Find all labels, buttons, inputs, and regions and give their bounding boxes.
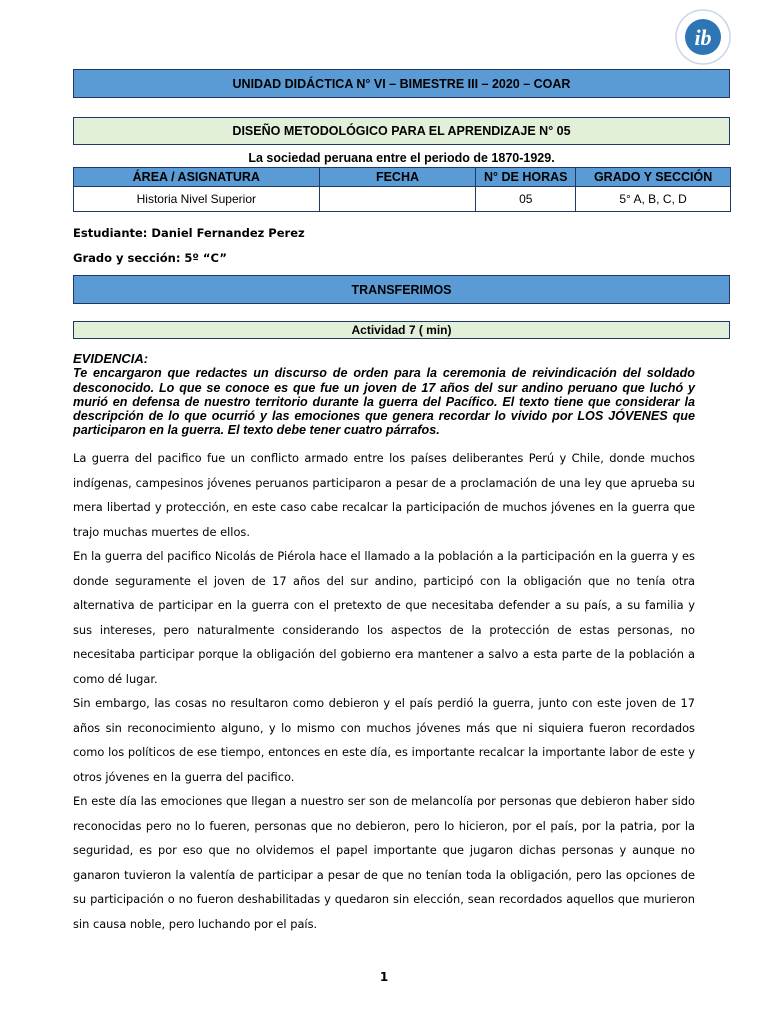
header-hours: N° DE HORAS: [476, 168, 576, 187]
info-table: [73, 167, 731, 212]
info-table-header-row: [74, 168, 731, 187]
evidence-label: EVIDENCIA:: [73, 351, 149, 366]
ib-logo-text: ib: [694, 25, 712, 50]
lesson-subtitle: La sociedad peruana entre el periodo de 1870-1929.: [248, 151, 555, 165]
essay-body: [73, 446, 695, 936]
cell-grade: 5° A, B, C, D: [576, 187, 731, 212]
header-date: FECHA: [319, 168, 476, 187]
header-area: ÁREA / ASIGNATURA: [74, 168, 320, 187]
cell-date: [319, 187, 476, 212]
design-title: DISEÑO METODOLÓGICO PARA EL APRENDIZAJE N° 05: [232, 124, 571, 138]
unit-title: UNIDAD DIDÁCTICA N° VI – BIMESTRE III – 2020 – COAR: [232, 76, 571, 91]
ib-logo-icon: [674, 8, 732, 66]
section-title-bar: [73, 275, 730, 304]
essay-paragraph: En este día las emociones que llegan a nuestro ser son de melancolía por personas que debieron haber sido reconocidas pero no lo fueren, personas que no debieron, pero lo hicieron, por el país, por la patria, por la seguridad, es por eso que no olvidemos el papel importante que jugaron dichas personas y aunque no ganaron tuvieron la valentía de participar a pesar de que no tenían toda la obligación, pero las opciones de su participación o no fueron deshabilitadas y quedaron sin elección, sean recordados aquellos que murieron sin causa noble, pero luchando por el país.: [73, 794, 695, 931]
design-title-bar: [73, 117, 730, 145]
evidence-block: [73, 352, 695, 438]
essay-paragraph: En la guerra del pacifico Nicolás de Piérola hace el llamado a la población a la participación en la guerra y es donde seguramente el joven de 17 años del sur andino, participó con la obligación que no tenía otra alternativa de participar en la guerra con el pretexto de que necesitaba defender a su país, a su familia y sus intereses, pero naturalmente considerando los aspectos de la protección de estas personas, no necesitaba participar porque la obligación del gobierno era mantener a salvo a esta parte de la población a como dé lugar.: [73, 549, 695, 686]
unit-title-bar: [73, 69, 730, 98]
essay-paragraph: La guerra del pacifico fue un conflicto armado entre los países deliberantes Perú y Chile, donde muchos indígenas, campesinos jóvenes peruanos participaron a pesar de a proclamación de una ley que aprueba su mera libertad y protección, en este caso cabe recalcar la participación de muchos jóvenes en la guerra que trajo muchas muertes de ellos.: [73, 451, 695, 539]
header-grade: GRADO Y SECCIÓN: [576, 168, 731, 187]
cell-hours: 05: [476, 187, 576, 212]
section-title: TRANSFERIMOS: [351, 282, 452, 297]
activity-title-bar: [73, 321, 730, 339]
student-grade: Grado y sección: 5º “C”: [73, 251, 227, 265]
student-name: Estudiante: Daniel Fernandez Perez: [73, 226, 305, 240]
cell-area: Historia Nivel Superior: [74, 187, 320, 212]
page-number: 1: [379, 970, 389, 984]
activity-title: Actividad 7 ( min): [351, 323, 452, 337]
essay-paragraph: Sin embargo, las cosas no resultaron como debieron y el país perdió la guerra, junto con este joven de 17 años sin reconocimiento alguno, y lo mismo con muchos jóvenes más que ni siquiera fueron recordados como los políticos de ese tiempo, entonces en este día, es importante recalcar la importante labor de este y otros jóvenes en la guerra del pacifico.: [73, 696, 695, 784]
evidence-text: Te encargaron que redactes un discurso de orden para la ceremonia de reivindicación del soldado desconocido. Lo que se conoce es que fue un joven de 17 años del sur andino peruano que luchó y murió en defensa de nuestro territorio durante la guerra del Pacífico. El texto tiene que considerar la descripción de lo que ocurrió y las emociones que genera recordar lo vivido por LOS JÓVENES que participaron en la guerra. El texto debe tener cuatro párrafos.: [73, 366, 695, 438]
info-table-row: [74, 187, 731, 212]
